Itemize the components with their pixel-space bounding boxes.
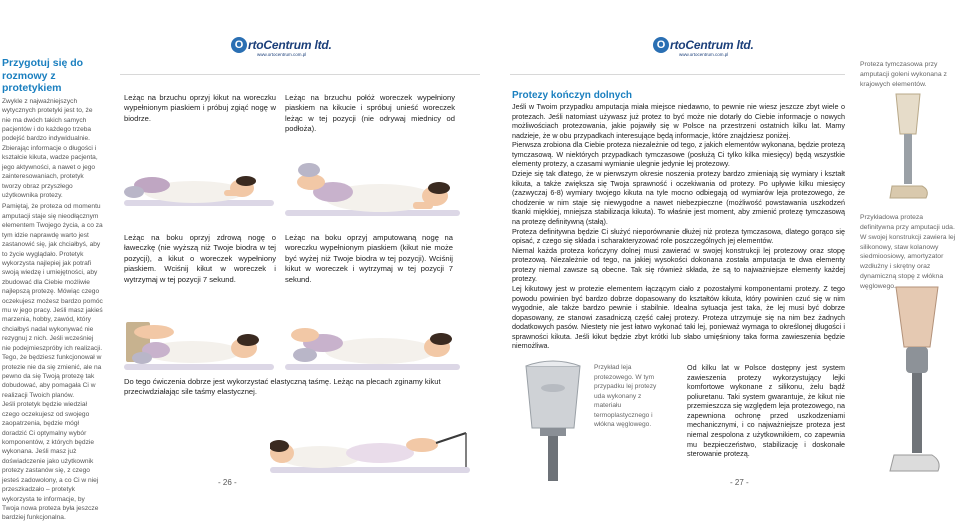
left-sidebar [2, 57, 103, 523]
logo-url: www.ortocentrum.com.pl [679, 52, 729, 57]
exercise-3-illustration [124, 282, 274, 377]
sidebar-paragraph-2: Pamiętaj, że proteza od momentu amputacji staje się nieodłącznym elementem Twojego życia, a co za tym idzie naprawdę warto jest zastanowić się, jak chciałbyś, aby to życie wyglądało. Protetyk wykorzysta najlepiej jak potrafi swoją wiedzę i umiejętności, aby zbudować dla Ciebie możliwie najlepszą protezę. Mówiąc czego oczekujesz możesz bardzo pomóc mu w jego pracy. Jeśli masz jakieś marzenia, hobby, zawód, który chciałbyś nadal wykonywać nie rezygnuj z nich. Jeśli wcześniej nie podejmieszpróby ich realizacji. Tego, że będziesz funkcjonował w protezie nie da się zmienić, ale na pewno da się Twoją protezę tak dobudować, aby pomagała Ci w realizacji Twoich planów. [2, 203, 103, 399]
article-paragraph-2: Pierwsza zrobiona dla Ciebie proteza niezależnie od tego, z jakich elementów wykonana, będzie protezą tymczasową. W niektórych przypadkach tymczasowe (posłużą Ci tylko kilka miesięcy) będą wszystkie elementy protezy, a czasami wymianie ulegnie jedynie lej protezowy. [512, 140, 845, 169]
sidebar-caption-1: Proteza tymczasowa przy amputacji goleni wykonana z krajowych elementów. [860, 61, 947, 88]
temporary-prosthesis-photo [878, 90, 938, 205]
prosthesis-article [512, 90, 845, 351]
page-number-right: - 27 - [730, 478, 749, 487]
exercise-1-illustration [124, 130, 274, 220]
logo-o-icon: O [231, 37, 247, 53]
exercise-4-illustration [285, 277, 460, 377]
logo-name: rtoCentrum ltd. [670, 38, 754, 52]
liner-caption: Przykład leja protezowego. W tym przypadku lej protezy uda wykonany z materiału termoplastycznego i włókna węglowego. [594, 364, 657, 429]
sidebar-paragraph-3: Jeśli protetyk będzie wiedział czego oczekujesz od swojego zaopatrzenia, będzie mógł doradzić Ci optymalny wybór komponentów, z których będzie wykonana. Jeśli masz już doświadczenie jako użytkownik protezy zastanów się, z czego jesteś zadowolony, a co Ci w niej przeszkadzało – protetyk wykorzysta te informacje, by Twoja nowa proteza była jeszcze bardziej funkcjonalna. [2, 401, 99, 522]
exercise-5-text: Do tego ćwiczenia dobrze jest wykorzystać elastyczną taśmę. Leżąc na plecach zginamy kikut przeciwdziałając sile taśmy elastycznej. [124, 377, 441, 397]
exercise-2-text: Leżąc na brzuchu połóż woreczek wypełniony piaskiem na kikucie i spróbuj unieść woreczek leżąc w tej pozycji (nie odrywaj miednicy od podłoża). [285, 93, 455, 134]
article-paragraph-6: Lej kikutowy jest w protezie elementem łączącym ciało z pozostałymi komponentami protezy. Z tego powodu powinien być bardzo dobrze dopasowany do kształtów kikuta, który powinien czuć się w nim wygodnie, ale także bardzo pewnie i stabilnie. Idealna sytuacja jest taka, że lej musi być dobrze dopasowany, ze stanowi zasadniczą część całej protezy. Proteza utrzymuje się na nim bez żadnych dodatkowych pasów. Niestety nie jest łatwo wykonać taki lej, ponieważ wymaga to określonej długości i sprawności kikuta. Jeśli kikut będzie zbyt krótki lub słabo umięśniony taka forma zawieszenia będzie niemożliwa. [512, 283, 845, 351]
header-divider [510, 74, 845, 75]
definitive-prosthesis-photo [882, 285, 952, 485]
article-paragraph-1: Jeśli w Twoim przypadku amputacja miała miejsce niedawno, to pewnie nie wiesz jeszcze zbyt wiele o protezach. Jeśli natomiast używasz już protez to być może nie dotarły do Ciebie informacje o nowych możliwościach protezowania, jakie pojawiły się w Polsce na przestrzeni ostatnich kilku lat. Mamy nadzieje, że w obu przypadkach interesujące będą informacje, które znajdziesz poniżej. [512, 102, 845, 140]
exercise-1-text: Leżąc na brzuchu oprzyj kikut na woreczku wypełnionym piaskiem i próbuj zgiąć nogę w biodrze. [124, 93, 276, 123]
exercise-3-text: Leżąc na boku oprzyj zdrową nogę o ławeczkę (nie wyższą niż Twoje biodra w tej pozycji), a kikut o woreczek wypełniony piaskiem. Wciśnij kikut w woreczek i wytrzymaj w tej pozycji 7 sekund. [124, 233, 276, 284]
socket-liner-photo [522, 358, 584, 483]
logo-name: rtoCentrum ltd. [248, 38, 332, 52]
exercise-4-text: Leżąc na boku oprzyj amputowaną nogę na woreczku wypełnionym piaskiem (kikut nie może być wyżej niż Twoje biodra w tej pozycji). Wciśnij kikut w woreczek i wytrzymaj w tej pozycji 7 sekund. [285, 233, 453, 284]
article-paragraph-3: Dzieje się tak dlatego, że w pierwszym okresie noszenia protezy bardzo zmieniają się wymiary i kształt kikuta, a także zwiększa się Twoja sprawność i oczekiwania od protezy. Po upływie kilku miesięcy (zazwyczaj 6-8) wymiary twojego kikuta na tyle mocno odbiegają od wymiarów leja protezowego, że chodzenie w nim staje się niewygodne a nawet niebezpieczne (możliwość powstawania uszkodzeń tkanki miękkiej, mniejsza stabilizacja kikuta). To właśnie jest moment, aby zmienić protezę tymczasową na protezę definitywną (stałą). [512, 169, 845, 226]
logo-url: www.ortocentrum.com.pl [257, 52, 307, 57]
sidebar-title: Przygotuj się do rozmowy z protetykiem [2, 57, 84, 95]
page-number-left: - 26 - [218, 478, 237, 487]
article-paragraph-5: Niemal każda proteza kończyny dolnej musi zawierać w swojej konstrukcji lej protezowy oraz stopę protezową. Niezależnie od tego, na jakiej wysokości dokonana została amputacja te dwa elementy protezy niemal zawsze są obecne. Tak się również składa, że są to najważniejsze elementy każdej protezy. [512, 245, 845, 284]
article-paragraph-4: Proteza definitywna będzie Ci służyć nieporównanie dłużej niż proteza tymczasowa, dlatego gorąco się opisać, z czego się składa i scharakteryzować role poszczególnych jej elementów. [512, 226, 845, 246]
article-title: Protezy kończyn dolnych [512, 90, 633, 101]
ortocentrum-logo-left [231, 37, 332, 57]
ortocentrum-logo-right [653, 37, 754, 57]
logo-o-icon: O [653, 37, 669, 53]
sidebar-caption-2: Przykładowa proteza definitywna przy amputacji uda. W swojej konstrukcji zawiera lej silikonowy, staw kolanowy siedmioosiowy, amortyzator wzdłużny i skrętny oraz dynamiczną stopę z włókna węglowego. [860, 214, 956, 290]
exercise-5-illustration [270, 405, 470, 480]
header-divider [120, 74, 480, 75]
liner-system-paragraph: Od kilku lat w Polsce dostępny jest system zawieszenia protezy wykorzystujący lejki komfortowe wykonane z silikonu, żelu bądź poliuretanu. Taki system gwarantuje, że kikut nie przemieszcza się względem leja protezowego, na zapewniona ochronę przed uszkodzeniami mechanicznymi, i co najważniejsze proteza jest niemal zespolona z użytkownikiem, co zapewnia mu bezpieczeństwo, stabilizację i doskonałe sterowanie protezą. [687, 363, 845, 459]
sidebar-paragraph-1: Zwykle z najważniejszych wytycznych protetyki jest to, że nie ma dwóch takich samych pacjentów i do każdego trzeba podejść bardzo indywidualnie. Zbierając informacje o długości i kształcie kikuta, wadze pacjenta, jego aktywności, a nawet o jego zainteresowaniach, protetyk tworzy obraz przyszłego użytkownika protezy. [2, 97, 98, 199]
exercise-2-illustration [285, 118, 460, 228]
